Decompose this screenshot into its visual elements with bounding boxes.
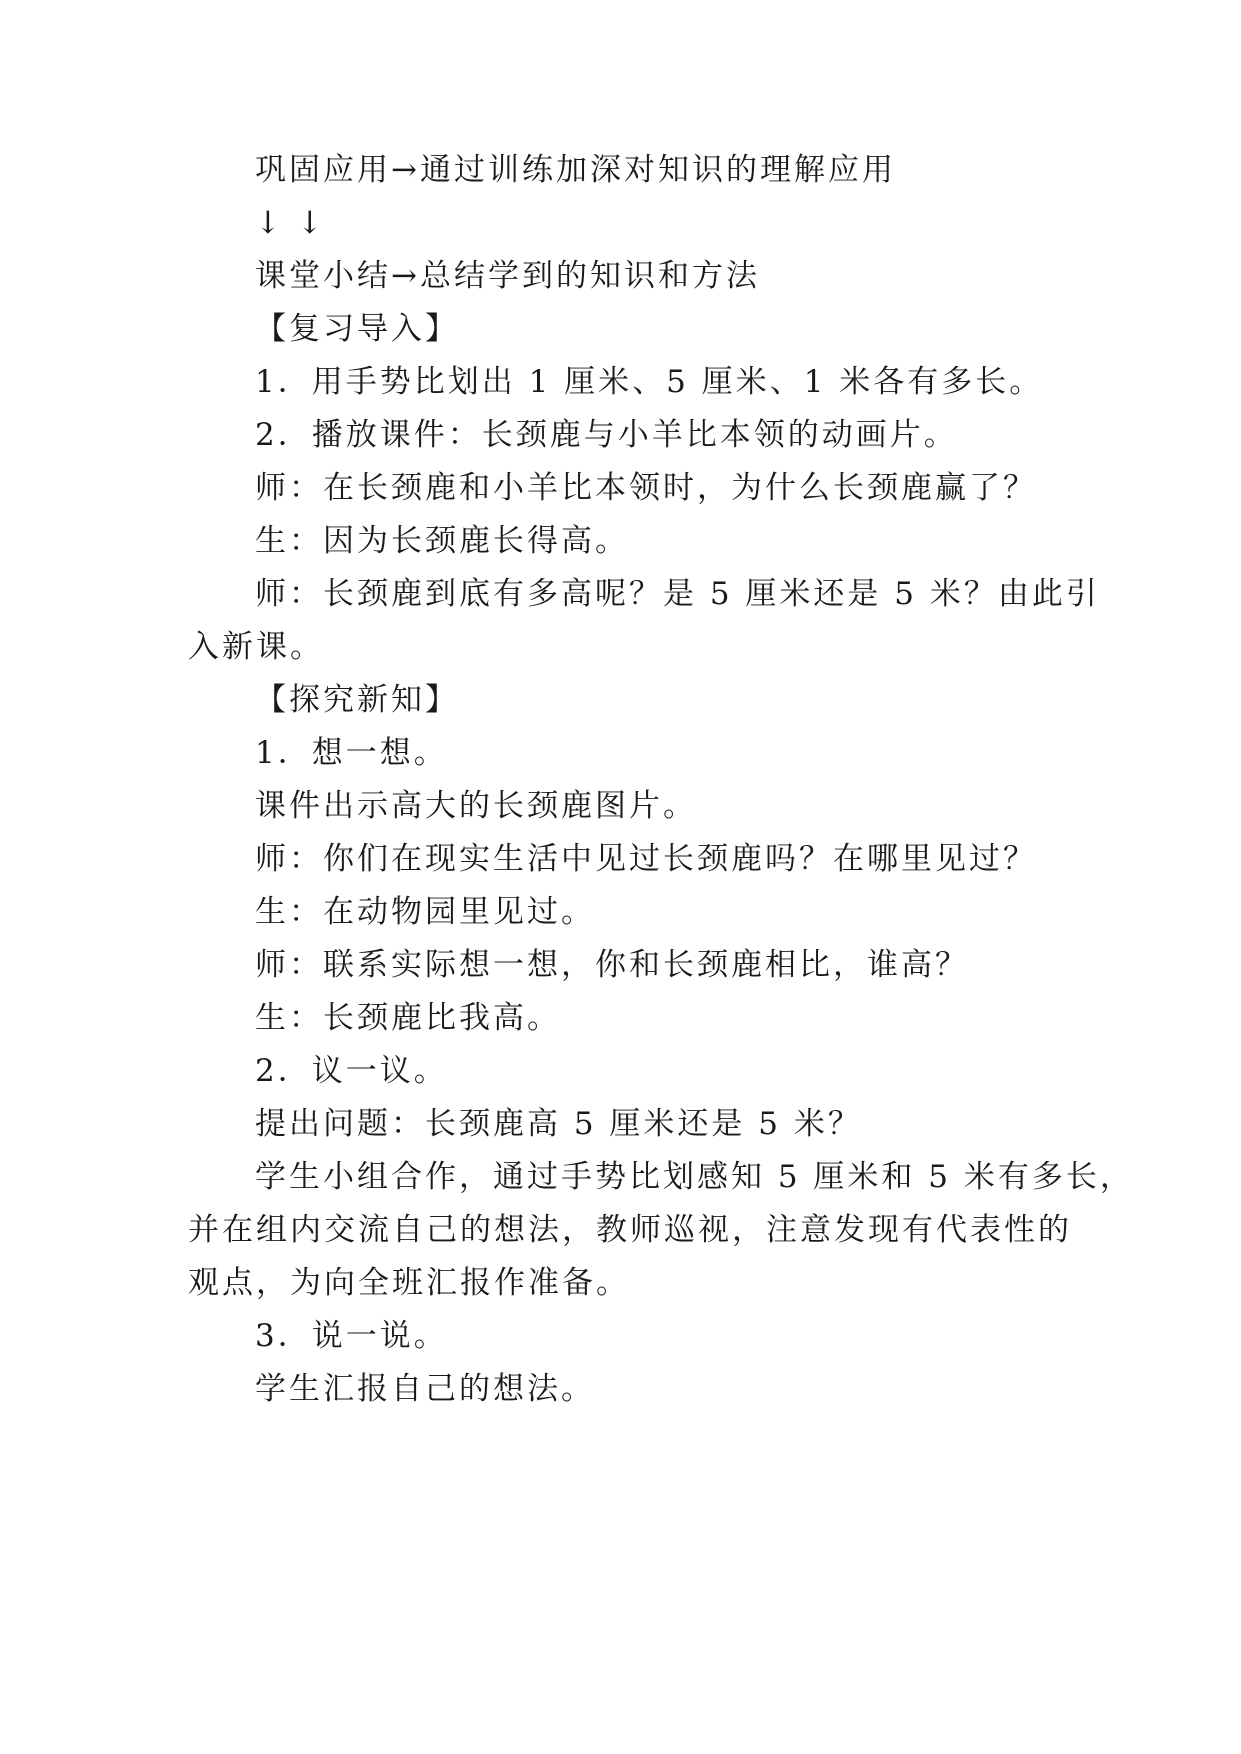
paragraph-line: 生：长颈鹿比我高。 [255,1000,561,1036]
paragraph-line-continued: 观点，为向全班汇报作准备。 [188,1265,630,1301]
paragraph-line: 生：在动物园里见过。 [255,894,595,930]
paragraph-line: 提出问题：长颈鹿高 5 厘米还是 5 米？ [255,1106,862,1142]
flow-line-consolidate: 巩固应用→通过训练加深对知识的理解应用 [255,152,896,188]
paragraph-line: 师：在长颈鹿和小羊比本领时，为什么长颈鹿赢了？ [255,470,1037,506]
section-heading-review: 【复习导入】 [255,311,459,347]
paragraph-line: 师：你们在现实生活中见过长颈鹿吗？在哪里见过？ [255,841,1037,877]
paragraph-line: 学生汇报自己的想法。 [255,1371,595,1407]
paragraph-line-continued: 入新课。 [188,629,324,665]
paragraph-line: 师：长颈鹿到底有多高呢？是 5 厘米还是 5 米？由此引 [255,576,1100,612]
paragraph-line: 2．议一议。 [255,1053,448,1089]
section-heading-explore: 【探究新知】 [255,682,459,718]
paragraph-line: 课件出示高大的长颈鹿图片。 [255,788,697,824]
paragraph-line: 生：因为长颈鹿长得高。 [255,523,629,559]
flow-line-summary: 课堂小结→总结学到的知识和方法 [255,258,760,294]
paragraph-line: 3．说一说。 [255,1318,448,1354]
flow-arrows: ↓ ↓ [255,205,326,241]
paragraph-line: 2．播放课件：长颈鹿与小羊比本领的动画片。 [255,417,958,453]
paragraph-line: 1．想一想。 [255,735,448,771]
paragraph-line: 学生小组合作，通过手势比划感知 5 厘米和 5 米有多长， [255,1159,1134,1195]
paragraph-line: 师：联系实际想一想，你和长颈鹿相比，谁高？ [255,947,969,983]
paragraph-line: 1．用手势比划出 1 厘米、5 厘米、1 米各有多长。 [255,364,1044,400]
paragraph-line-continued: 并在组内交流自己的想法，教师巡视，注意发现有代表性的 [188,1212,1072,1248]
